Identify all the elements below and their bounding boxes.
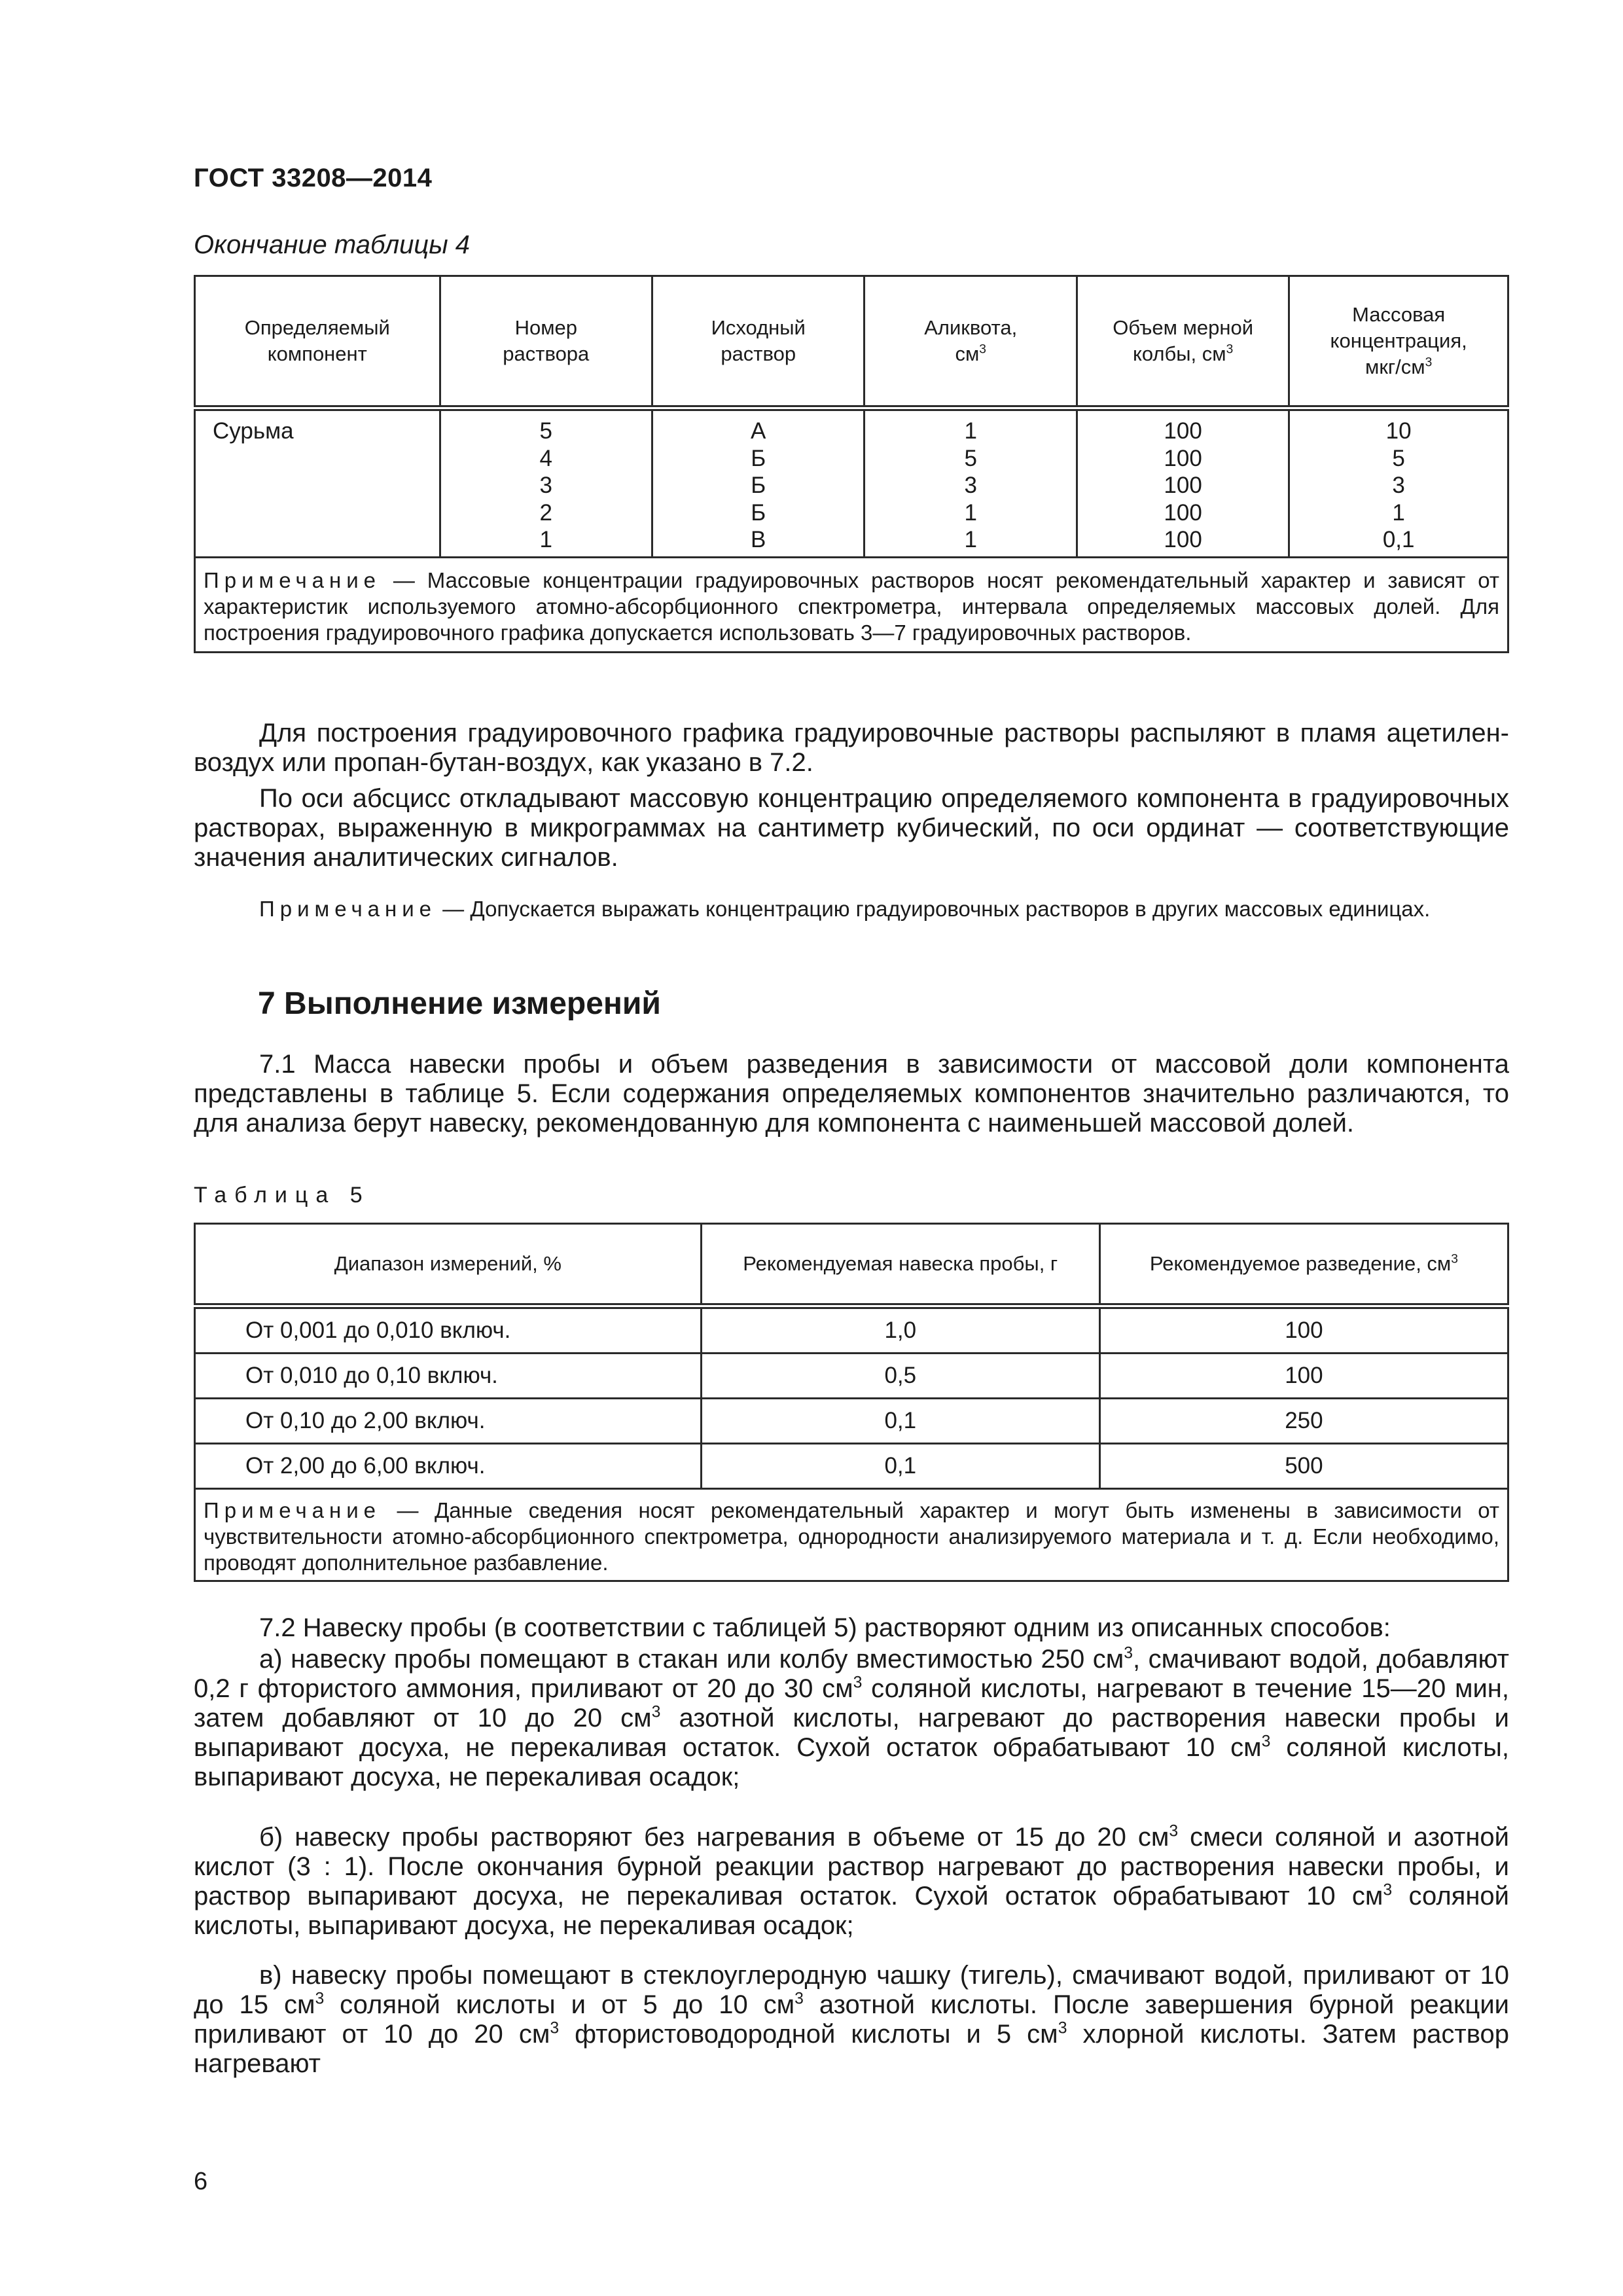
header-component: Определяемый компонент (195, 276, 440, 408)
header-aliquot: Аликвота, $см^3$ (865, 276, 1077, 408)
table-row: От 0,010 до 0,10 включ. 0,5 100 (195, 1354, 1508, 1399)
note-text: — Допускается выражать концентрацию градуировочных растворов в других массовых единицах. (437, 897, 1431, 921)
table4-continuation-caption: Окончание таблицы 4 (194, 230, 471, 259)
header-dilution: Рекомендуемое разведение, $см^3$ (1099, 1224, 1508, 1306)
note-text: — Данные сведения носят рекомендательный характер и могут быть изменены в зависимости от чувствительности атомно-абсорбционного спектрометра, однородности анализируемого материала и т. д. Если необходимо, проводят дополнительное разбавление. (204, 1498, 1499, 1575)
table4-note (195, 558, 1508, 653)
cell-solution-numbers: 5 4 3 2 1 (440, 408, 652, 558)
header-range: Диапазон измерений, % (195, 1224, 702, 1306)
table4-header-row (195, 276, 1508, 408)
cell-source-solutions: А Б Б Б В (652, 408, 865, 558)
cell-mass-concentrations: 10 5 3 1 0,1 (1289, 408, 1508, 558)
note-label: Примечание (259, 897, 437, 921)
table4-note-row (195, 558, 1508, 653)
paragraph-note-units (194, 895, 1509, 922)
document-header: ГОСТ 33208—2014 (194, 164, 433, 192)
cell-component: Сурьма (195, 408, 440, 558)
page-number: 6 (194, 2168, 208, 2195)
table5-header-row (195, 1224, 1508, 1306)
header-flask-volume: Объем мерной колбы, $см^3$ (1077, 276, 1289, 408)
note-text: — Массовые концентрации градуировочных растворов носят рекомендательный характер и зависят от характеристик используемого атомно-абсорбционного спектрометра, интервала определяемых массовых долей. Для построения градуировочного графика допускается использовать 3—7 градуировочных растворов. (204, 568, 1499, 645)
paragraph-7-2-intro: 7.2 Навеску пробы (в соответствии с таблицей 5) растворяют одним из описанных способов: (259, 1613, 1391, 1642)
cell-flask-volumes: 100 100 100 100 100 (1077, 408, 1289, 558)
paragraph-7-2-c: в) навеску пробы помещают в стеклоуглеродную чашку (тигель), смачивают водой, приливают от 10 до 15 $см^3$ соляной кислоты и от 5 до 10 $см^3$ азотной кислоты. После завершения бурной реакции приливают от 10 до 20 $см^3$ фтористоводородной кислоты и 5 $см^3$ хлорной кислоты. Затем раствор нагревают (194, 1961, 1510, 2078)
table-5 (194, 1223, 1509, 1582)
table5-note (195, 1489, 1508, 1581)
table5-note-row (195, 1489, 1508, 1581)
paragraph-calibration-spray: Для построения градуировочного графика градуировочные растворы распыляют в пламя ацетилен-воздух или пропан-бутан-воздух, как указано в 7.2. (194, 719, 1509, 777)
note-label: Примечание (204, 568, 382, 592)
cell-aliquots: 1 5 3 1 1 (865, 408, 1077, 558)
paragraph-7-2-b: б) навеску пробы растворяют без нагревания в объеме от 15 до 20 $см^3$ смеси соляной и азотной кислот (3 : 1). После окончания бурной реакции раствор нагревают до растворения навески пробы, и раствор выпаривают досуха, не перекаливая остаток. Сухой остаток обрабатывают 10 $см^3$ соляной кислоты, выпаривают досуха, не перекаливая осадок; (194, 1822, 1510, 1940)
header-source-solution: Исходный раствор (652, 276, 865, 408)
note-label: Примечание (204, 1498, 382, 1522)
section-7-title: 7 Выполнение измерений (258, 986, 661, 1021)
table-4 (194, 275, 1509, 653)
table5-label: Таблица 5 (194, 1183, 370, 1208)
table-row: От 0,10 до 2,00 включ. 0,1 250 (195, 1399, 1508, 1444)
header-sample: Рекомендуемая навеска пробы, г (701, 1224, 1099, 1306)
paragraph-7-1: 7.1 Масса навески пробы и объем разведения в зависимости от массовой доли компонента представлены в таблице 5. Если содержания определяемых компонентов значительно различаются, то для анализа берут навеску, рекомендованную для компонента с наименьшей массовой долей. (194, 1050, 1509, 1138)
paragraph-7-2-a: а) навеску пробы помещают в стакан или колбу вместимостью 250 $см^3$, смачивают водой, добавляют 0,2 г фтористого аммония, приливают от 20 до 30 $см^3$ соляной кислоты, нагревают в течение 15—20 мин, затем добавляют от 10 до 20 $см^3$ азотной кислоты, нагревают до растворения навески пробы и выпаривают досуха, не перекаливая остаток. Сухой остаток обрабатывают 10 $см^3$ соляной кислоты, выпаривают досуха, не перекаливая осадок; (194, 1644, 1510, 1791)
header-solution-number: Номер раствора (440, 276, 652, 408)
paragraph-axes: По оси абсцисс откладывают массовую концентрацию определяемого компонента в градуировочных растворах, выраженную в микрограммах на сантиметр кубический, по оси ординат — соответствующие значения аналитических сигналов. (194, 784, 1509, 872)
table-row: От 0,001 до 0,010 включ. 1,0 100 (195, 1306, 1508, 1354)
table4-data-row (195, 408, 1508, 558)
table-row: От 2,00 до 6,00 включ. 0,1 500 (195, 1444, 1508, 1489)
header-mass-concentration: Массовая концентрация, мкг/$см^3$ (1289, 276, 1508, 408)
